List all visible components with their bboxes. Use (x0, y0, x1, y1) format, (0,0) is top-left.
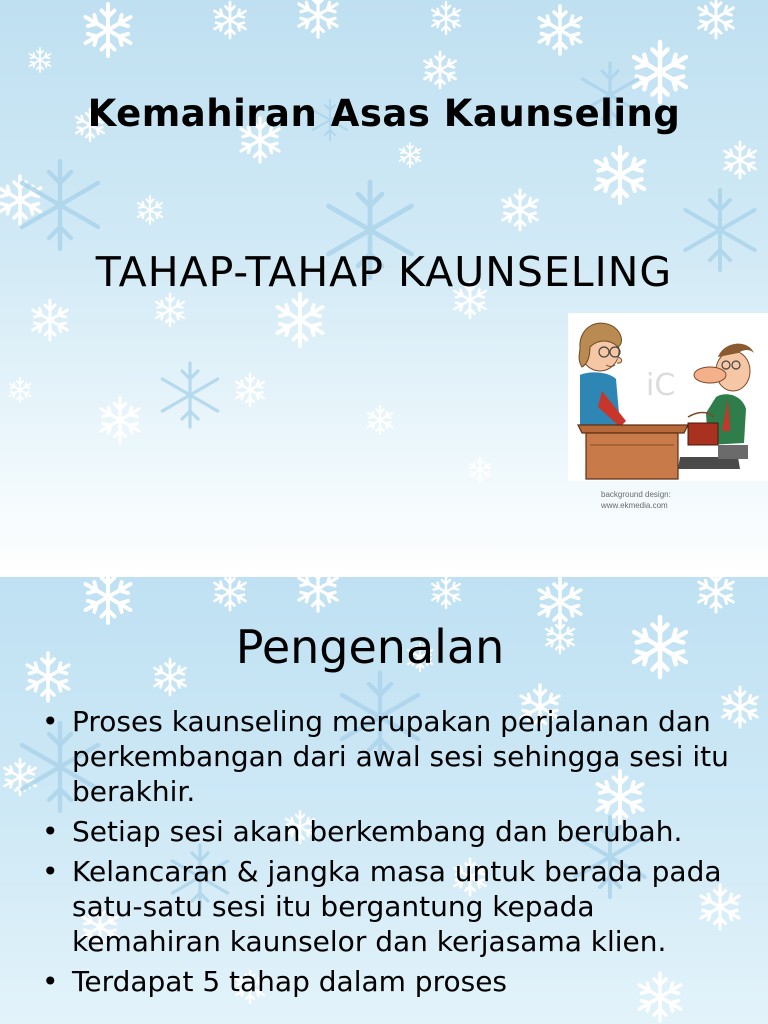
counseling-illustration (568, 313, 768, 481)
counselor-figure (579, 323, 626, 427)
svg-text:iC: iC (646, 368, 676, 403)
slide-subtitle: TAHAP-TAHAP KAUNSELING (95, 248, 673, 296)
list-item: • Proses kaunseling merupakan perjalanan dan perkembangan dari awal sesi sehingga sesi itu berakhir. (42, 705, 729, 808)
client-figure (678, 344, 754, 469)
bullet-list (42, 704, 742, 1004)
bullet-icon: • (42, 705, 59, 738)
bullet-icon: • (42, 965, 59, 998)
slide-title: Pengenalan (235, 620, 505, 674)
desk (578, 425, 688, 479)
list-item: • Kelancaran & jangka masa untuk berada pada satu-satu sesi itu bergantung kepada kemahiran kaunselor dan kerjasama klien. (42, 855, 722, 958)
list-item: • Setiap sesi akan berkembang dan berubah. (42, 815, 683, 848)
list-item: • Terdapat 5 tahap dalam proses (42, 965, 508, 998)
bullet-icon: • (42, 815, 59, 848)
slide-title: Kemahiran Asas Kaunseling (87, 92, 681, 135)
background-credit: background design: www.ekmedia.com (601, 490, 671, 510)
bullet-icon: • (42, 855, 59, 888)
content-slide (0, 577, 768, 1024)
